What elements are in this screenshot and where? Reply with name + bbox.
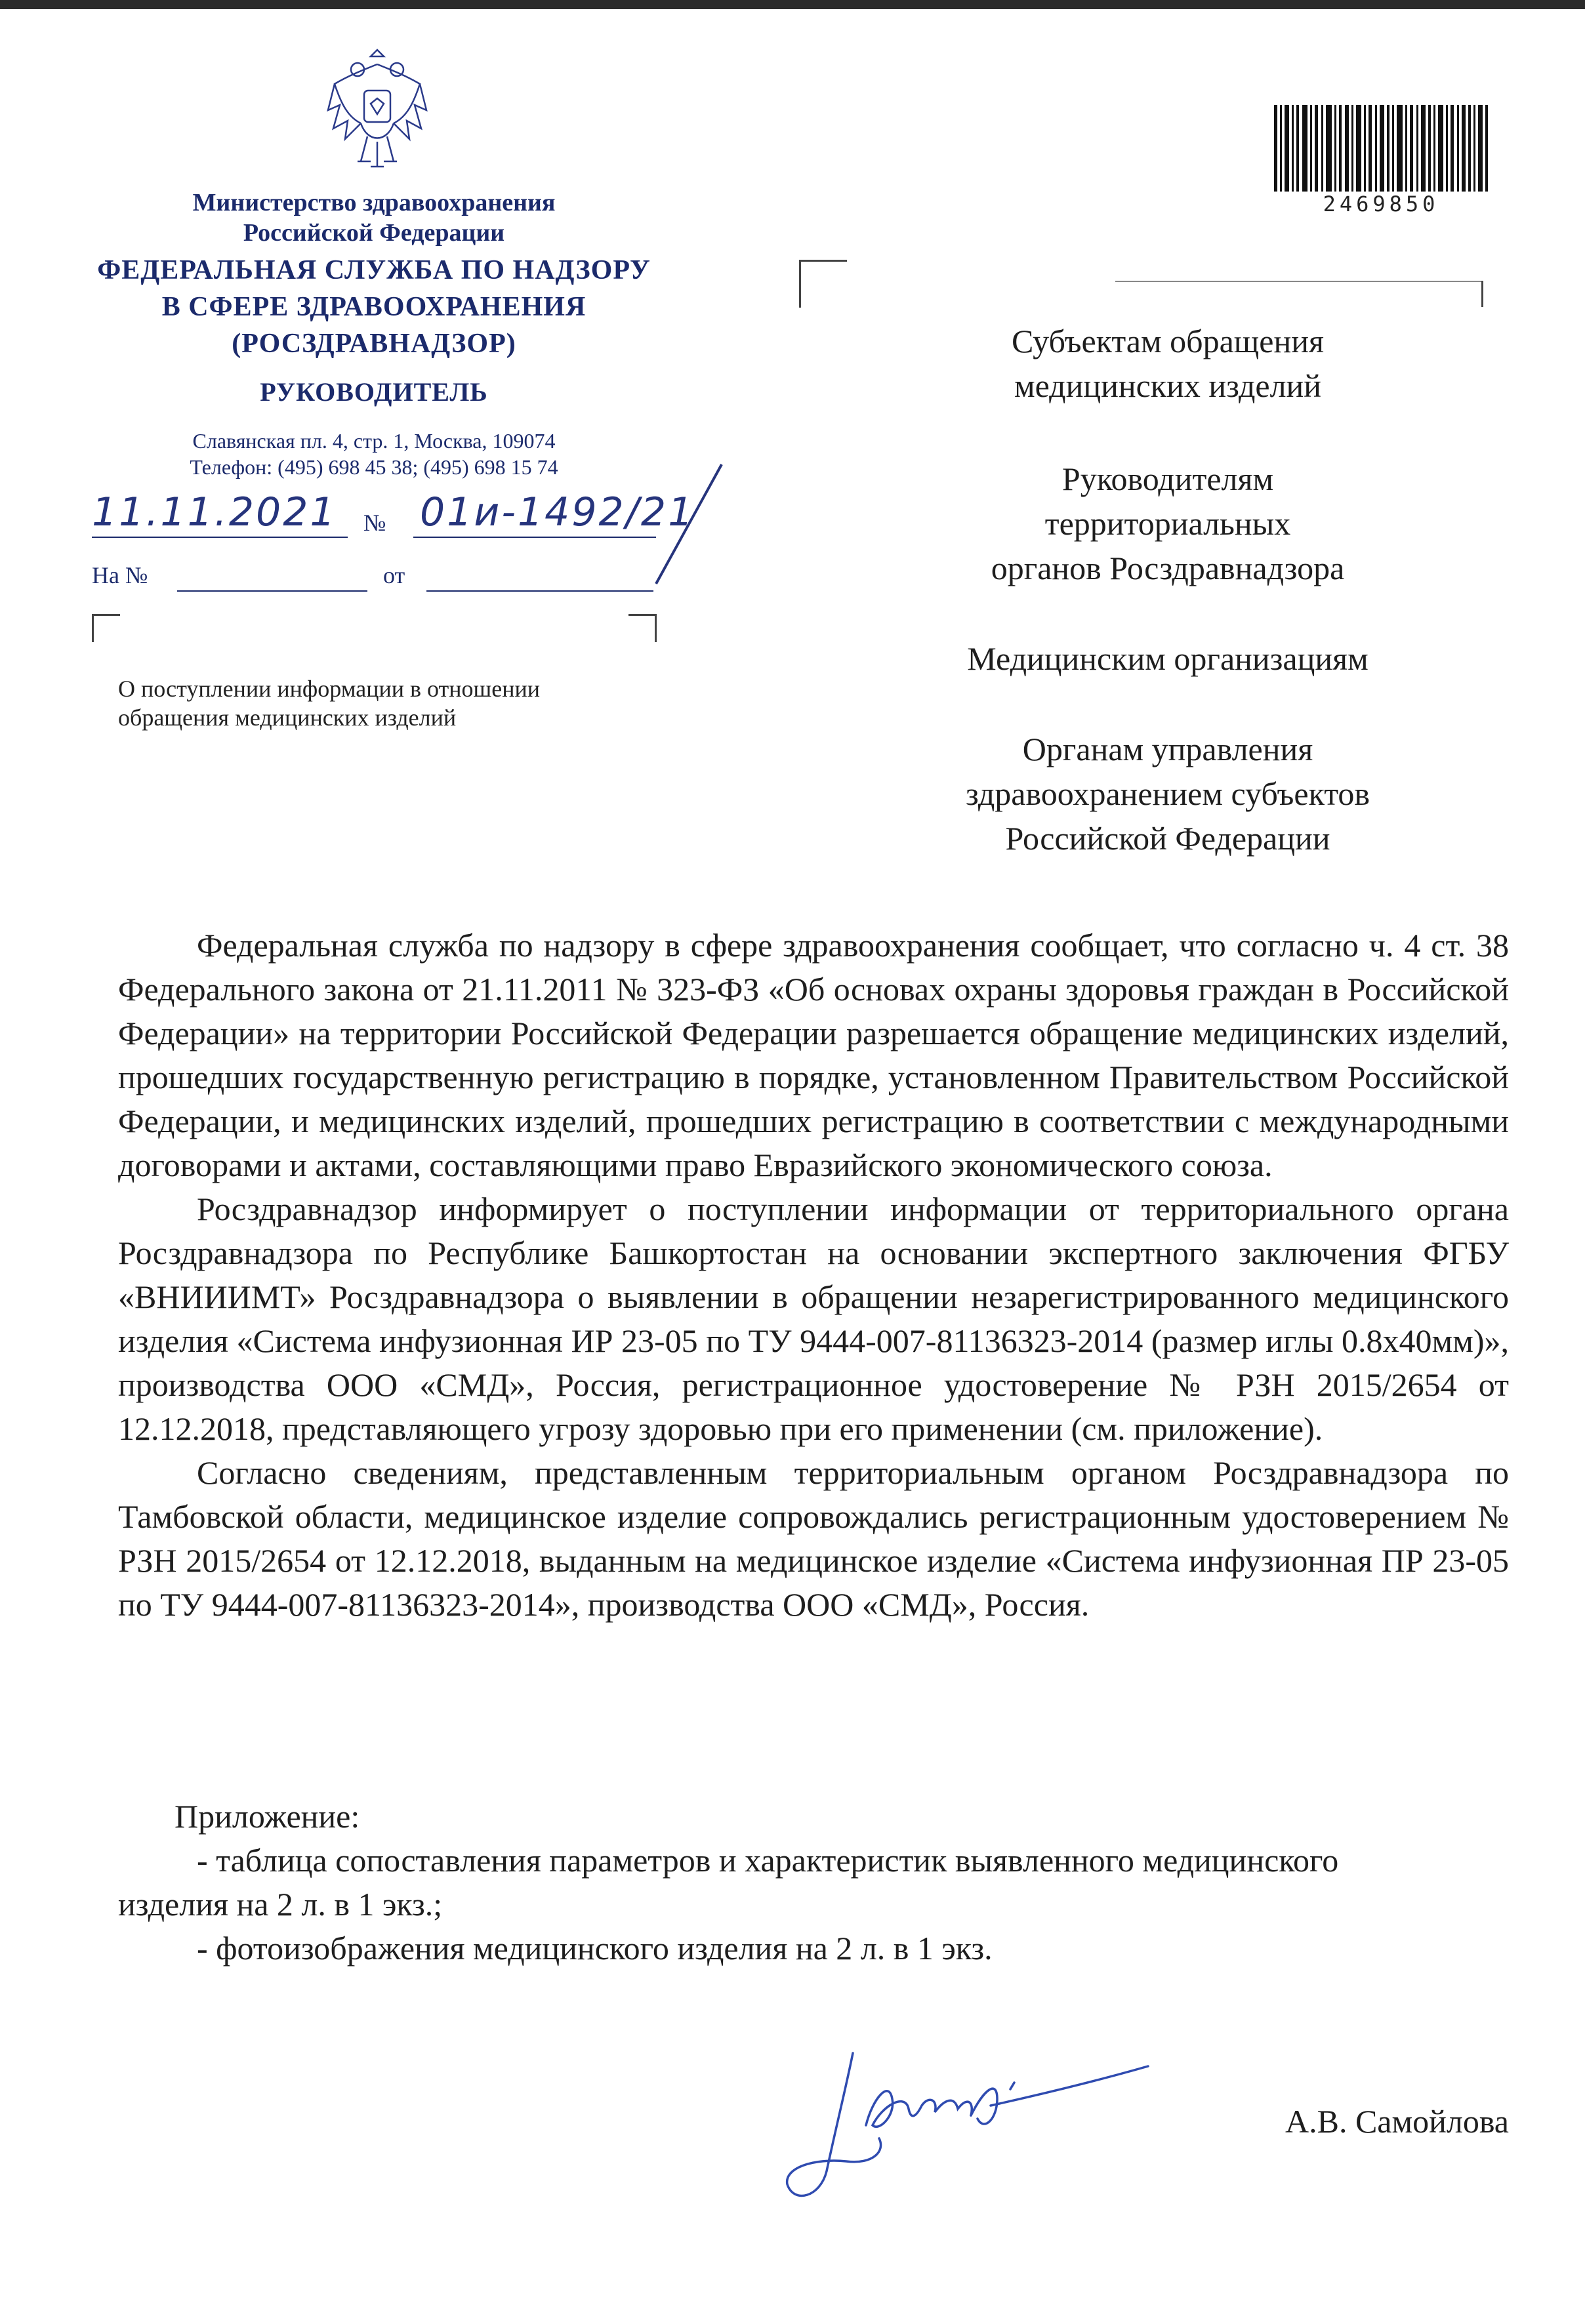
addressee-corner-right xyxy=(1481,281,1483,307)
appendix-item-2: - фотоизображения медицинского изделия на 2 л. в 1 экз. xyxy=(197,1930,993,1967)
subject-line-2: обращения медицинских изделий xyxy=(118,704,457,731)
number-sign: № xyxy=(363,510,386,536)
addressee-2 xyxy=(892,457,1443,590)
addressee-2-line-3: органов Росздравнадзора xyxy=(991,550,1345,586)
date-underline xyxy=(92,537,348,538)
addressee-2-line-1: Руководителям xyxy=(1061,460,1274,497)
addressee-4-line-1: Органам управления xyxy=(1022,731,1313,767)
body-paragraph-3: Согласно сведениям, представленным территориальным органом Росздравнадзора по Тамбовской области, медицинское изделие сопровождались регистрационным удостоверением № РЗН 2015/2654 от 12.12.2018, выданным на медицинское изделие «Система инфузионная ПР 23-05 по ТУ 9444-007-81136323-2014», производства ООО «СМД», Россия. xyxy=(118,1454,1509,1623)
ministry-line-2: Российской Федерации xyxy=(243,219,505,247)
addressee-4-line-2: здравоохранением субъектов xyxy=(965,775,1370,812)
addressee-3-line-1: Медицинским организациям xyxy=(967,640,1369,677)
sender-address xyxy=(79,428,669,480)
subject-line-1: О поступлении информации в отношении xyxy=(118,676,541,702)
body-paragraph-1: Федеральная служба по надзору в сфере здравоохранения сообщает, что согласно ч. 4 ст. 38 Федерального закона от 21.11.2011 № 323-ФЗ «Об основах охраны здоровья граждан в Российской Федерации» на территории Российской Федерации разрешается обращение медицинских изделий, прошедших государственную регистрацию в порядке, установленном Правительством Российской Федерации, и медицинских изделий, прошедших регистрацию в соответствии с международными договорами и актами, составляющими право Евразийского экономического союза. xyxy=(118,927,1509,1183)
subject-corner-left xyxy=(92,614,120,642)
phone-line: Телефон: (495) 698 45 38; (495) 698 15 74 xyxy=(190,455,558,479)
addressee-3 xyxy=(892,636,1443,681)
addressee-2-line-2: территориальных xyxy=(1044,505,1291,542)
service-name xyxy=(79,252,669,362)
signature-icon xyxy=(774,2027,1155,2224)
appendix-item-1: - таблица сопоставления параметров и характеристик выявленного медицинского xyxy=(197,1842,1339,1879)
appendix-title: Приложение: xyxy=(175,1798,360,1835)
barcode-icon xyxy=(1273,105,1489,192)
reply-underline xyxy=(177,590,367,592)
russian-coat-of-arms-icon xyxy=(321,45,433,173)
scan-edge xyxy=(0,0,1585,9)
signer-name: А.В. Самойлова xyxy=(1285,2103,1509,2140)
letter-body xyxy=(118,924,1509,1627)
address-line: Славянская пл. 4, стр. 1, Москва, 109074 xyxy=(192,429,556,453)
service-line-2: В СФЕРЕ ЗДРАВООХРАНЕНИЯ xyxy=(161,292,587,322)
subject-corner-right xyxy=(628,614,657,642)
addressee-1-line-1: Субъектам обращения xyxy=(1012,323,1324,359)
from-underline xyxy=(426,590,653,592)
registration-number: 01и-1492/21 xyxy=(420,489,695,535)
service-line-1: ФЕДЕРАЛЬНАЯ СЛУЖБА ПО НАДЗОРУ xyxy=(97,255,651,285)
addressee-corner-left xyxy=(799,260,847,308)
addressee-1 xyxy=(892,319,1443,408)
slash-stroke xyxy=(649,459,728,590)
number-underline xyxy=(413,537,656,538)
addressee-1-line-2: медицинских изделий xyxy=(1014,367,1322,404)
body-paragraph-2: Росздравнадзор информирует о поступлении информации от территориального органа Росздравнадзора по Республике Башкортостан на основании экспертного заключения ФГБУ «ВНИИИМТ» Росздравнадзора о выявлении в обращении незарегистрированного медицинского изделия «Система инфузионная ИР 23-05 по ТУ 9444-007-81136323-2014 (размер иглы 0.8х40мм)», производства ООО «СМД», Россия, регистрационное удостоверение № РЗН 2015/2654 от 12.12.2018, представляющего угрозу здоровью при его применении (см. приложение). xyxy=(118,1191,1509,1447)
ministry-name xyxy=(98,188,649,248)
appendix xyxy=(118,1795,1509,1970)
addressee-4 xyxy=(892,727,1443,861)
service-line-3: (РОСЗДРАВНАДЗОР) xyxy=(232,329,516,359)
ministry-line-1: Министерство здравоохранения xyxy=(192,189,556,216)
addressee-4-line-3: Российской Федерации xyxy=(1005,820,1330,857)
from-label: от xyxy=(383,562,405,588)
addressee-rule xyxy=(1115,281,1483,282)
barcode-number: 2469850 xyxy=(1323,192,1439,216)
registration-date: 11.11.2021 xyxy=(92,489,337,535)
letter-subject xyxy=(118,674,643,732)
appendix-item-1-continued: изделия на 2 л. в 1 экз.; xyxy=(118,1886,443,1923)
reply-label: На № xyxy=(92,562,148,588)
head-title: РУКОВОДИТЕЛЬ xyxy=(260,377,488,407)
